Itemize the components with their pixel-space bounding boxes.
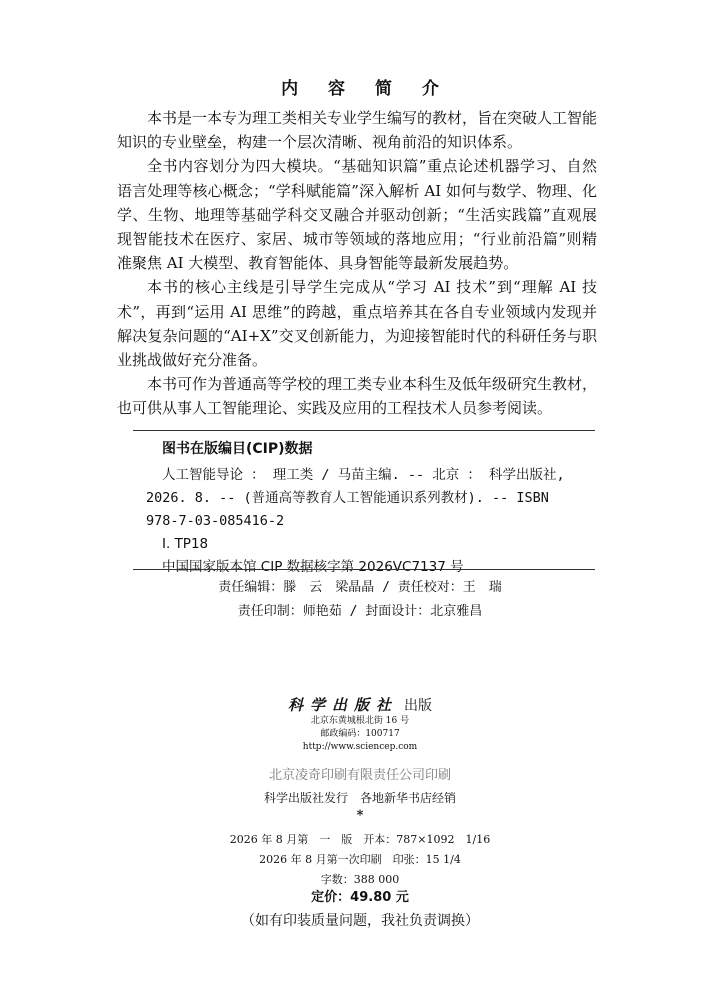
page-title: 内 容 简 介 <box>281 79 451 99</box>
cip-line: 人工智能导论 ： 理工类 / 马苗主编. -- 北京 ： 科学出版社, <box>162 467 565 483</box>
cip-class-number: Ⅰ. TP18 <box>162 536 209 552</box>
quality-notice: （如有印装质量问题，我社负责调换） <box>241 913 479 929</box>
summary-paragraph: 本书是一本专为理工类相关专业学生编写的教材，旨在突破人工智能知识的专业壁垒，构建一个层次清晰、视角前沿的知识体系。 <box>117 109 598 152</box>
cip-block <box>140 438 600 579</box>
publisher-website: http://www.sciencep.com <box>302 742 418 752</box>
summary-paragraph: 本书的核心主线是引导学生完成从“学习 AI 技术”到“理解 AI 技术”，再到“运用 AI 思维”的跨越，重点培养其在各自专业领域内发现并解决复杂问题的“AI+X”交叉创新能力，为迎接智能时代的科研任务与职业挑战做好充分准备。 <box>117 278 597 370</box>
edition-line: 2026 年 8 月第一次印刷 印张：15 1/4 <box>259 853 461 866</box>
credits-line: 责任编辑：滕 云 梁晶晶 / 责任校对：王 瑞 <box>218 580 502 595</box>
summary-paragraph: 全书内容划分为四大模块。“基础知识篇”重点论述机器学习、自然语言处理等核心概念；“学科赋能篇”深入解析 AI 如何与数学、物理、化学、生物、地理等基础学科交叉融合并驱动创新；“生活实践篇”直观展现智能技术在医疗、家居、城市等领域的落地应用；“行业前沿篇”则精准聚焦 AI 大模型、教育智能体、具身智能等最新发展趋势。 <box>117 157 597 273</box>
credits <box>0 576 720 624</box>
cip-line: 2026. 8. -- (普通高等教育人工智能通识系列教材). -- ISBN <box>146 490 549 506</box>
publisher-logo: 科学出版社 <box>287 696 398 714</box>
summary-paragraph: 本书可作为普通高等学校的理工类专业本科生及低年级研究生教材，也可供从事人工智能理论、实践及应用的工程技术人员参考阅读。 <box>117 375 598 418</box>
credits-line: 责任印制：师艳茹 / 封面设计：北京雅昌 <box>237 604 483 619</box>
separator-star: * <box>356 808 364 823</box>
edition-info <box>0 830 720 890</box>
price: 定价：49.80 元 <box>311 890 409 905</box>
cip-line: 978-7-03-085416-2 <box>146 513 285 529</box>
edition-line: 2026 年 8 月第 一 版 开本：787×1092 1/16 <box>229 833 491 846</box>
distribution-line: 科学出版社发行 各地新华书店经销 <box>263 791 456 805</box>
summary-section <box>117 106 597 421</box>
publisher-postcode: 邮政编码：100717 <box>320 729 400 739</box>
publisher-address: 北京东黄城根北街 16 号 <box>310 716 410 726</box>
cip-bottom-rule <box>133 569 595 570</box>
cip-top-rule <box>133 430 595 431</box>
cip-heading: 图书在版编目(CIP)数据 <box>162 441 313 457</box>
cip-record-number: 中国国家版本馆 CIP 数据核字第 2026VC7137 号 <box>162 559 464 575</box>
publisher-block <box>0 694 720 754</box>
printer-line: 北京凌奇印刷有限责任公司印刷 <box>268 768 451 783</box>
publisher-suffix: 出版 <box>404 698 432 714</box>
edition-line: 字数：388 000 <box>320 873 400 886</box>
